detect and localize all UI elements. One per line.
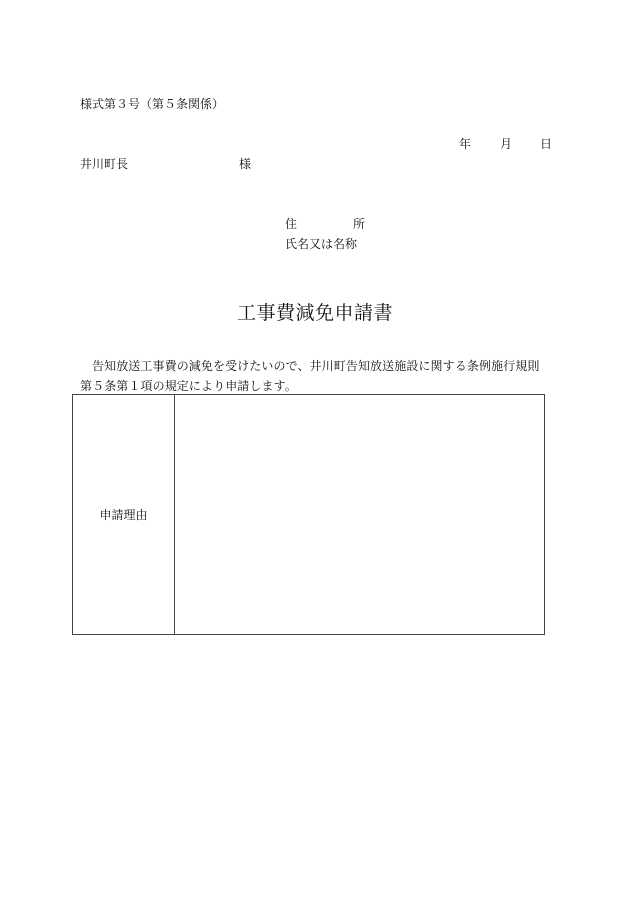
addressee-name: 井川町長	[80, 157, 129, 171]
reason-value-cell[interactable]	[175, 395, 544, 634]
reason-label-cell	[73, 395, 175, 634]
form-number: 様式第３号（第５条関係）	[80, 97, 225, 111]
date-year-label: 年	[459, 137, 472, 151]
application-statement: 告知放送工事費の減免を受けたいので、井川町告知放送施設に関する条例施行規則第５条第１項の規定により申請します。	[80, 359, 540, 393]
reason-table	[72, 394, 545, 635]
address-label-second: 所	[353, 217, 366, 231]
reason-label: 申請理由	[99, 508, 148, 522]
addressee-honorific: 様	[239, 157, 252, 171]
applicant-name-label: 氏名又は名称	[285, 237, 358, 251]
date-day-label: 日	[540, 137, 553, 151]
document-title: 工事費減免申請書	[236, 302, 393, 324]
date-month-label: 月	[500, 137, 513, 151]
address-label-first: 住	[285, 217, 298, 231]
